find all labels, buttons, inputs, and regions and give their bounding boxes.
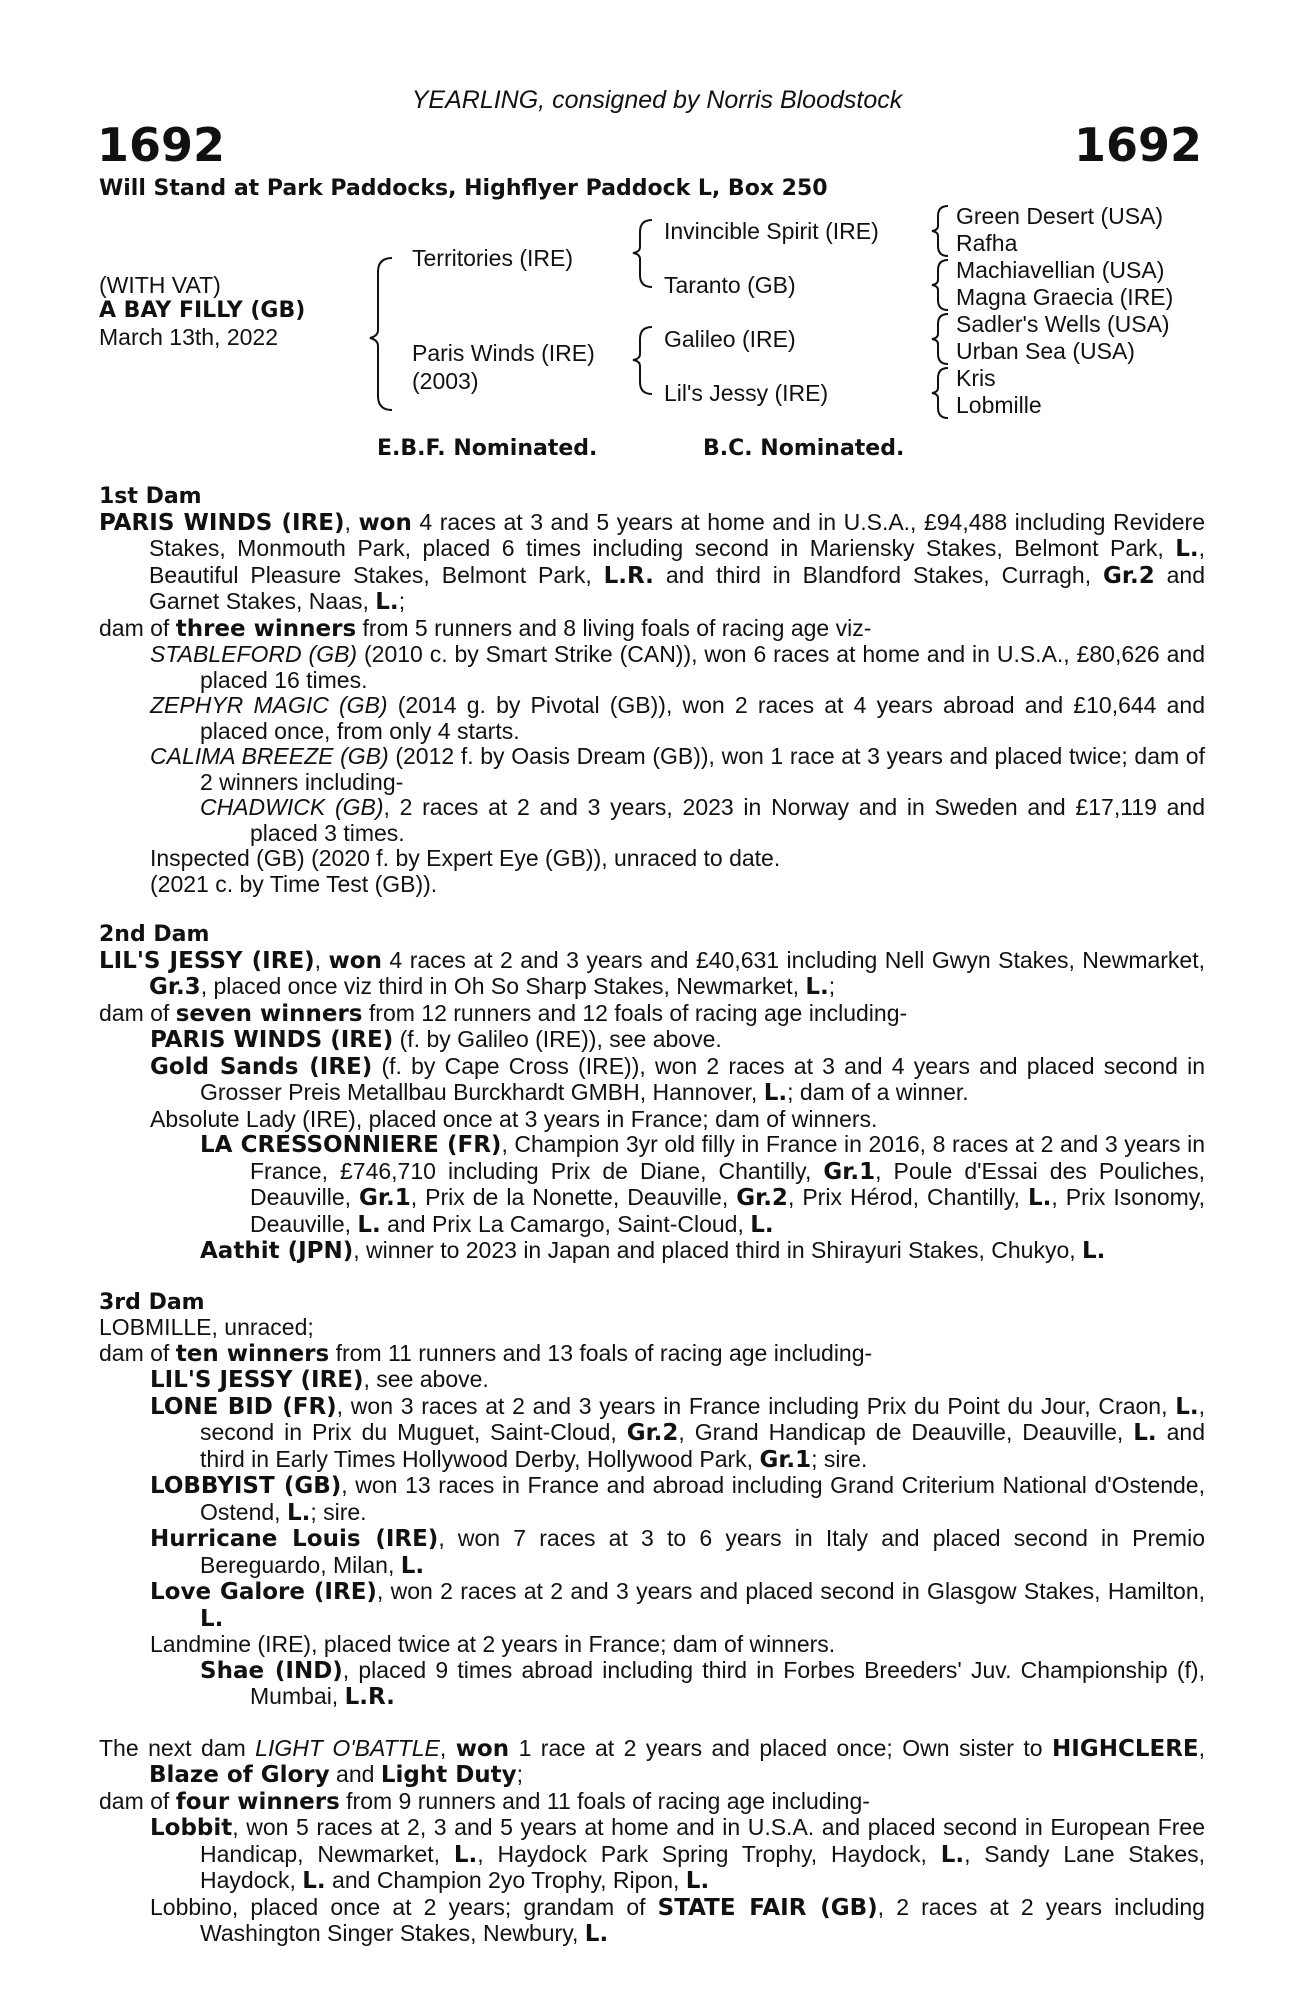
- third-paragraph: [99, 1341, 1205, 1368]
- stand-location: Will Stand at Park Paddocks, Highflyer Paddock L, Box 250: [99, 176, 828, 201]
- text-run: from 11 runners and 13 foals of racing age including-: [329, 1339, 873, 1366]
- text-run: L.: [400, 1552, 425, 1579]
- text-run: , 2 races at 2 years including Washington Singer Stakes, Newbury,: [200, 1893, 1205, 1946]
- second-dam-section: [99, 948, 1205, 1265]
- text-run: Landmine (IRE), placed twice at 2 years in France; dam of winners.: [150, 1631, 836, 1657]
- text-run: and third in Early Times Hollywood Derby, Hollywood Park,: [200, 1419, 1206, 1472]
- text-run: LOBMILLE, unraced;: [99, 1314, 314, 1340]
- text-run: L.: [357, 1211, 381, 1238]
- text-run: L.R.: [344, 1684, 395, 1710]
- first-dam-section: [99, 510, 1205, 898]
- text-run: Aathit (JPN): [200, 1238, 354, 1264]
- text-run: , Champion 3yr old filly in France in 2016, 8 races at 2 and 3 years in France, £746,710 including Prix de Diane, Chantilly,: [250, 1131, 1206, 1184]
- text-run: Lobbit: [150, 1815, 233, 1841]
- first-paragraph: [99, 795, 1205, 846]
- text-run: Light Duty: [380, 1762, 517, 1788]
- text-run: ; dam of a winner.: [787, 1079, 969, 1105]
- bc-nomination: B.C. Nominated.: [703, 436, 905, 461]
- text-run: Absolute Lady (IRE), placed once at 3 years in France; dam of winners.: [150, 1105, 878, 1132]
- text-run: L.: [1082, 1238, 1106, 1264]
- second-paragraph: [99, 948, 1205, 1001]
- text-run: from 9 runners and 11 foals of racing age including-: [339, 1787, 870, 1814]
- lot-number-right: 1692: [1073, 118, 1202, 172]
- text-run: won: [358, 509, 412, 536]
- text-run: , Haydock Park Spring Trophy, Haydock,: [477, 1840, 941, 1867]
- text-run: seven winners: [175, 1000, 363, 1027]
- text-run: L.: [1175, 536, 1199, 562]
- vat-note: (WITH VAT): [99, 272, 221, 298]
- text-run: four winners: [175, 1788, 340, 1815]
- first-paragraph: [99, 510, 1205, 616]
- third-paragraph: [99, 1394, 1205, 1474]
- pedigree-g6: Urban Sea (USA): [956, 338, 1135, 364]
- text-run: Gr.2: [1103, 562, 1155, 589]
- text-run: dam of: [99, 1339, 176, 1366]
- text-run: PARIS WINDS (IRE): [99, 509, 345, 536]
- text-run: (f. by Cape Cross (IRE)), won 2 races at 3 and 4 years and placed second in Grosser Preis Metallbau Burckhardt GMBH, Hannover,: [200, 1052, 1205, 1105]
- pedigree-g1: Green Desert (USA): [956, 203, 1164, 229]
- text-run: (2021 c. by Time Test (GB)).: [150, 870, 438, 897]
- text-run: (2010 c. by Smart Strike (CAN)), won 6 races at home and in U.S.A., £80,626 and placed 16 times.: [200, 641, 1205, 693]
- first-paragraph: [99, 744, 1205, 795]
- text-run: dam of: [99, 1787, 176, 1814]
- second-paragraph: [99, 1238, 1205, 1265]
- first-paragraph: [99, 872, 1205, 898]
- text-run: LIGHT O'BATTLE: [255, 1734, 440, 1761]
- text-run: , winner to 2023 in Japan and placed third in Shirayuri Stakes, Chukyo,: [353, 1237, 1083, 1263]
- text-run: Gr.1: [359, 1185, 411, 1211]
- text-run: ;: [828, 973, 836, 999]
- text-run: , Beautiful Pleasure Stakes, Belmont Park,: [149, 535, 1205, 588]
- text-run: L.: [286, 1499, 311, 1526]
- text-run: STABLEFORD (GB): [150, 641, 358, 667]
- text-run: L.: [685, 1868, 710, 1894]
- text-run: from 5 runners and 8 living foals of racing age viz-: [356, 614, 872, 641]
- text-run: , won 5 races at 2, 3 and 5 years at home and in U.S.A. and placed second in European Free Handicap, Newmarket,: [200, 1814, 1205, 1867]
- text-run: 4 races at 3 and 5 years at home and in U.S.A., £94,488 including Revidere Stakes, Monmouth Park, placed 6 times including second in Mariensky Stakes, Belmont Park,: [149, 508, 1206, 561]
- pedigree-g8: Lobmille: [956, 392, 1042, 418]
- text-run: 1 race at 2 years and placed once; Own sister to: [509, 1734, 1053, 1761]
- pedigree-sire-sire: Invincible Spirit (IRE): [664, 218, 879, 244]
- text-run: dam of: [99, 999, 176, 1026]
- text-run: ; sire.: [310, 1498, 367, 1525]
- text-run: Love Galore (IRE): [150, 1579, 377, 1605]
- text-run: , Prix de la Nonette, Deauville,: [410, 1184, 737, 1210]
- ebf-nomination: E.B.F. Nominated.: [377, 436, 598, 461]
- text-run: ;: [516, 1761, 524, 1787]
- text-run: STATE FAIR (GB): [657, 1894, 878, 1921]
- text-run: dam of: [99, 614, 176, 641]
- lot-number-left: 1692: [97, 118, 226, 172]
- text-run: , won 3 races at 2 and 3 years in France including Prix du Point du Jour, Craon,: [336, 1392, 1176, 1419]
- text-run: L.: [584, 1921, 609, 1947]
- text-run: won: [455, 1735, 510, 1762]
- first-dam-heading: 1st Dam: [99, 484, 202, 509]
- text-run: ,: [439, 1734, 456, 1761]
- text-run: , won 2 races at 2 and 3 years and placed second in Glasgow Stakes, Hamilton,: [376, 1578, 1205, 1604]
- next-paragraph: [99, 1815, 1205, 1895]
- catalogue-body: [99, 484, 1205, 1948]
- text-run: CHADWICK (GB): [200, 794, 384, 820]
- next-dam-section: [99, 1736, 1205, 1948]
- text-run: LA CRESSONNIERE (FR): [200, 1132, 502, 1158]
- text-run: (f. by Galileo (IRE)), see above.: [393, 1026, 722, 1052]
- pedigree-g5: Sadler's Wells (USA): [956, 311, 1170, 337]
- pedigree-dam-year: (2003): [412, 368, 479, 394]
- text-run: , Grand Handicap de Deauville, Deauville,: [678, 1419, 1134, 1445]
- text-run: HIGHCLERE: [1052, 1735, 1199, 1762]
- text-run: ,: [1198, 1734, 1206, 1761]
- second-paragraph: [99, 1054, 1205, 1107]
- second-dam-heading: 2nd Dam: [99, 922, 210, 947]
- text-run: , second in Prix du Muguet, Saint-Cloud,: [200, 1392, 1205, 1445]
- text-run: (2012 f. by Oasis Dream (GB)), won 1 race at 3 years and placed twice; dam of 2 winners including-: [200, 743, 1205, 795]
- third-paragraph: [99, 1473, 1205, 1526]
- next-paragraph: [99, 1789, 1205, 1816]
- pedigree-dam: Paris Winds (IRE): [412, 340, 595, 366]
- text-run: Shae (IND): [200, 1657, 343, 1684]
- text-run: PARIS WINDS (IRE): [150, 1027, 394, 1053]
- text-run: L.R.: [603, 562, 654, 589]
- text-run: and Prix La Camargo, Saint-Cloud,: [380, 1210, 751, 1237]
- text-run: L.: [200, 1605, 224, 1632]
- second-paragraph: [99, 1001, 1205, 1028]
- text-run: ,: [314, 946, 329, 973]
- text-run: Gr.2: [626, 1420, 679, 1446]
- text-run: ten winners: [175, 1340, 330, 1367]
- text-run: Blaze of Glory: [149, 1762, 330, 1788]
- third-dam-section: [99, 1315, 1205, 1711]
- text-run: from 12 runners and 12 foals of racing age including-: [362, 999, 908, 1026]
- text-run: L.: [805, 974, 829, 1000]
- text-run: Gr.3: [149, 974, 201, 1000]
- text-run: Gr.2: [736, 1185, 788, 1211]
- text-run: LIL'S JESSY (IRE): [150, 1367, 364, 1393]
- first-paragraph: [99, 693, 1205, 744]
- text-run: , Poule d'Essai des Pouliches, Deauville,: [250, 1157, 1205, 1210]
- text-run: LIL'S JESSY (IRE): [99, 947, 315, 974]
- text-run: CALIMA BREEZE (GB): [150, 743, 389, 769]
- text-run: L.: [453, 1841, 478, 1868]
- text-run: , won 13 races in France and abroad including Grand Criterium National d'Ostende, Ostend,: [200, 1472, 1205, 1525]
- pedigree-dam-sire: Galileo (IRE): [664, 326, 796, 352]
- text-run: , 2 races at 2 and 3 years, 2023 in Norway and in Sweden and £17,119 and placed 3 times.: [250, 794, 1205, 846]
- second-paragraph: [99, 1107, 1205, 1133]
- next-paragraph: [99, 1736, 1205, 1789]
- third-paragraph: [99, 1315, 1205, 1341]
- third-paragraph: [99, 1632, 1205, 1658]
- text-run: Lobbino, placed once at 2 years; grandam of: [150, 1893, 658, 1920]
- text-run: Gr.1: [823, 1158, 876, 1185]
- text-run: L.: [940, 1841, 965, 1868]
- second-paragraph: [99, 1132, 1205, 1238]
- third-paragraph: [99, 1367, 1205, 1394]
- pedigree-sire: Territories (IRE): [412, 245, 574, 271]
- text-run: , placed once viz third in Oh So Sharp Stakes, Newmarket,: [200, 973, 806, 999]
- text-run: and Garnet Stakes, Naas,: [149, 561, 1205, 614]
- pedigree-sire-dam: Taranto (GB): [664, 272, 796, 298]
- text-run: L.: [375, 589, 399, 615]
- text-run: , see above.: [363, 1366, 489, 1392]
- text-run: L.: [1027, 1185, 1052, 1211]
- text-run: L.: [750, 1211, 774, 1238]
- text-run: , Prix Hérod, Chantilly,: [787, 1184, 1028, 1210]
- text-run: ZEPHYR MAGIC (GB): [150, 692, 388, 718]
- foaling-date: March 13th, 2022: [99, 324, 279, 350]
- pedigree-g2: Rafha: [956, 230, 1018, 256]
- consignor-line: YEARLING, consigned by Norris Bloodstock: [411, 86, 903, 114]
- text-run: , Prix Isonomy, Deauville,: [250, 1184, 1205, 1237]
- text-run: L.: [1175, 1393, 1199, 1420]
- third-dam-heading: 3rd Dam: [99, 1289, 205, 1315]
- first-paragraph: [99, 642, 1205, 693]
- text-run: and: [329, 1761, 381, 1787]
- text-run: ,: [344, 508, 359, 535]
- text-run: 4 races at 2 and 3 years and £40,631 including Nell Gwyn Stakes, Newmarket,: [381, 946, 1205, 973]
- first-paragraph: [99, 616, 1205, 643]
- text-run: won: [328, 947, 382, 974]
- text-run: , placed 9 times abroad including third in Forbes Breeders' Juv. Championship (f), Mumbai,: [250, 1656, 1205, 1709]
- horse-name: A BAY FILLY (GB): [99, 298, 306, 323]
- second-paragraph: [99, 1027, 1205, 1054]
- text-run: L.: [302, 1868, 326, 1894]
- pedigree-g7: Kris: [956, 365, 996, 391]
- text-run: , Sandy Lane Stakes, Haydock,: [200, 1840, 1205, 1893]
- third-paragraph: [99, 1658, 1205, 1711]
- text-run: LONE BID (FR): [150, 1393, 337, 1420]
- text-run: ;: [398, 588, 406, 614]
- text-run: three winners: [175, 615, 357, 642]
- text-run: LOBBYIST (GB): [150, 1473, 342, 1499]
- pedigree-g3: Machiavellian (USA): [956, 257, 1165, 283]
- text-run: and Champion 2yo Trophy, Ripon,: [325, 1867, 686, 1893]
- text-run: Inspected (GB) (2020 f. by Expert Eye (GB)), unraced to date.: [150, 845, 781, 871]
- third-paragraph: [99, 1526, 1205, 1579]
- text-run: (2014 g. by Pivotal (GB)), won 2 races at 4 years abroad and £10,644 and placed once, from only 4 starts.: [200, 692, 1205, 744]
- text-run: The next dam: [99, 1734, 256, 1761]
- next-paragraph: [99, 1895, 1205, 1948]
- third-paragraph: [99, 1579, 1205, 1632]
- text-run: Gold Sands (IRE): [150, 1053, 373, 1080]
- text-run: and third in Blandford Stakes, Curragh,: [653, 561, 1104, 588]
- first-paragraph: [99, 846, 1205, 872]
- text-run: , won 7 races at 3 to 6 years in Italy and placed second in Premio Bereguardo, Milan,: [200, 1525, 1205, 1578]
- text-run: L.: [763, 1080, 788, 1106]
- text-run: Hurricane Louis (IRE): [150, 1526, 439, 1552]
- text-run: L.: [1133, 1420, 1157, 1446]
- pedigree-dam-dam: Lil's Jessy (IRE): [664, 380, 829, 406]
- text-run: ; sire.: [811, 1445, 868, 1472]
- text-run: Gr.1: [759, 1446, 812, 1473]
- pedigree-g4: Magna Graecia (IRE): [956, 284, 1174, 310]
